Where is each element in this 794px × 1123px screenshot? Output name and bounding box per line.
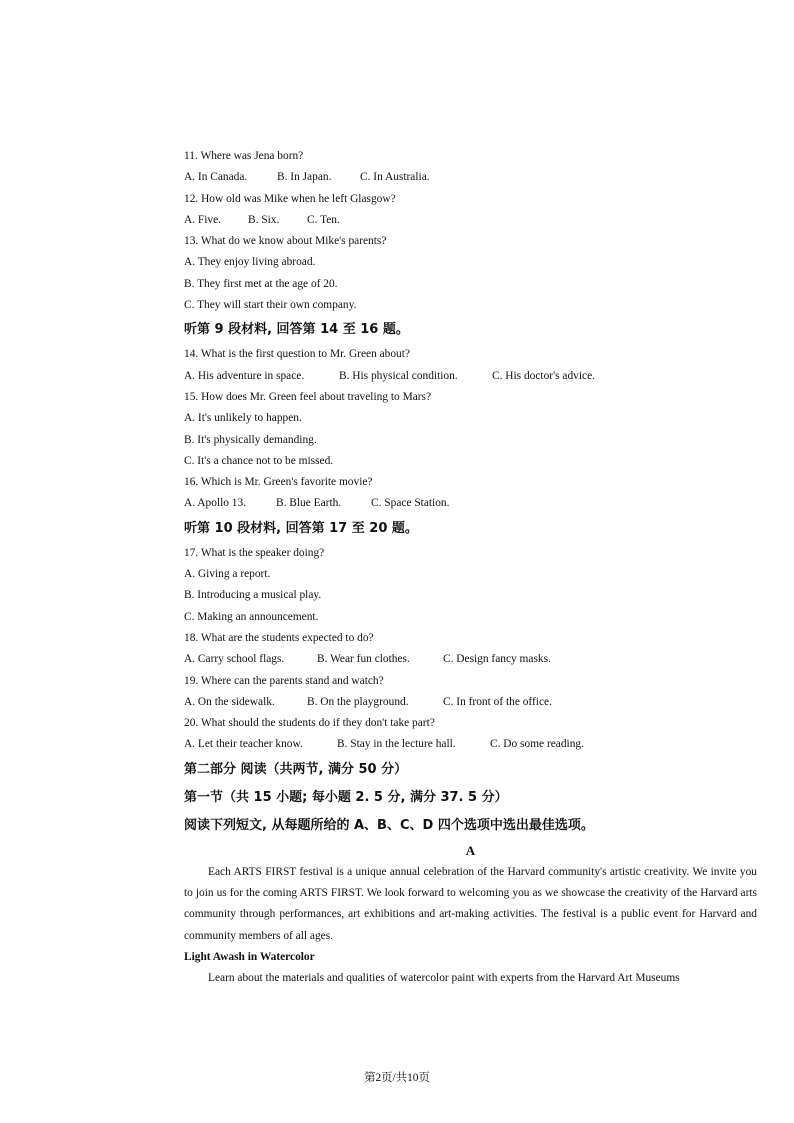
option: B. On the playground. bbox=[307, 695, 409, 708]
question-14-options bbox=[184, 366, 757, 387]
part2-section1-heading: 第一节（共 15 小题; 每小题 2. 5 分, 满分 37. 5 分） bbox=[184, 789, 508, 805]
option: C. Ten. bbox=[307, 213, 340, 226]
option: A. Five. bbox=[184, 213, 222, 226]
option: B. Blue Earth. bbox=[276, 497, 342, 510]
option: A. It's unlikely to happen. bbox=[184, 412, 302, 425]
question-19-options bbox=[184, 692, 757, 713]
question-11-options bbox=[184, 167, 757, 188]
option: A. On the sidewalk. bbox=[184, 695, 275, 708]
question-12: 12. How old was Mike when he left Glasgow? bbox=[184, 192, 396, 205]
option: B. Six. bbox=[248, 213, 280, 226]
option: C. Making an announcement. bbox=[184, 610, 319, 623]
question-20: 20. What should the students do if they don't take part? bbox=[184, 717, 435, 730]
option: C. They will start their own company. bbox=[184, 299, 357, 312]
option: C. Design fancy masks. bbox=[443, 653, 551, 666]
passage-intro: Each ARTS FIRST festival is a unique annual celebration of the Harvard community's artistic creativity. We invite you to join us for the coming ARTS FIRST. We look forward to welcoming you as we showcase the creativity of the Harvard arts community through performances, art exhibitions and art-making activities. The festival is a public event for Harvard and community members of all ages. bbox=[184, 865, 757, 942]
option: B. Stay in the lecture hall. bbox=[337, 738, 456, 751]
question-13: 13. What do we know about Mike's parents? bbox=[184, 235, 387, 248]
option: A. In Canada. bbox=[184, 171, 248, 184]
section-heading-9: 听第 9 段材料, 回答第 14 至 16 题。 bbox=[184, 322, 409, 338]
option: C. It's a chance not to be missed. bbox=[184, 454, 334, 467]
document-body bbox=[184, 146, 757, 990]
question-18-options bbox=[184, 649, 757, 670]
passage-text: Learn about the materials and qualities of watercolor paint with experts from the Harvard Art Museums bbox=[208, 972, 680, 985]
page-number: 第2页/共10页 bbox=[364, 1072, 430, 1084]
question-16-options bbox=[184, 493, 757, 514]
option: A. Carry school flags. bbox=[184, 653, 285, 666]
option: B. It's physically demanding. bbox=[184, 433, 317, 446]
question-11: 11. Where was Jena born? bbox=[184, 150, 304, 162]
passage-label: A bbox=[465, 842, 476, 858]
question-20-options bbox=[184, 734, 757, 755]
passage-subtitle: Light Awash in Watercolor bbox=[184, 950, 315, 963]
part2-heading: 第二部分 阅读（共两节, 满分 50 分） bbox=[184, 761, 408, 777]
option: C. His doctor's advice. bbox=[492, 369, 595, 382]
option: C. Space Station. bbox=[371, 497, 450, 510]
question-19: 19. Where can the parents stand and watch? bbox=[184, 674, 384, 687]
option: B. In Japan. bbox=[277, 171, 332, 184]
option: C. Do some reading. bbox=[490, 738, 584, 751]
option: C. In front of the office. bbox=[443, 695, 552, 708]
option: A. Giving a report. bbox=[184, 568, 271, 581]
option: B. They first met at the age of 20. bbox=[184, 277, 338, 290]
option: C. In Australia. bbox=[360, 171, 430, 184]
part2-instruction: 阅读下列短文, 从每题所给的 A、B、C、D 四个选项中选出最佳选项。 bbox=[184, 817, 594, 833]
question-14: 14. What is the first question to Mr. Green about? bbox=[184, 348, 410, 361]
option: A. They enjoy living abroad. bbox=[184, 256, 316, 269]
question-18: 18. What are the students expected to do? bbox=[184, 631, 374, 644]
option: A. Apollo 13. bbox=[184, 497, 247, 510]
question-12-options bbox=[184, 210, 757, 231]
question-16: 16. Which is Mr. Green's favorite movie? bbox=[184, 476, 373, 489]
option: B. Wear fun clothes. bbox=[317, 653, 410, 666]
question-15: 15. How does Mr. Green feel about traveling to Mars? bbox=[184, 390, 432, 403]
option: A. His adventure in space. bbox=[184, 369, 305, 382]
option: A. Let their teacher know. bbox=[184, 738, 303, 751]
option: B. His physical condition. bbox=[339, 369, 458, 382]
question-17: 17. What is the speaker doing? bbox=[184, 546, 325, 559]
section-heading-10: 听第 10 段材料, 回答第 17 至 20 题。 bbox=[184, 520, 418, 536]
option: B. Introducing a musical play. bbox=[184, 589, 322, 602]
